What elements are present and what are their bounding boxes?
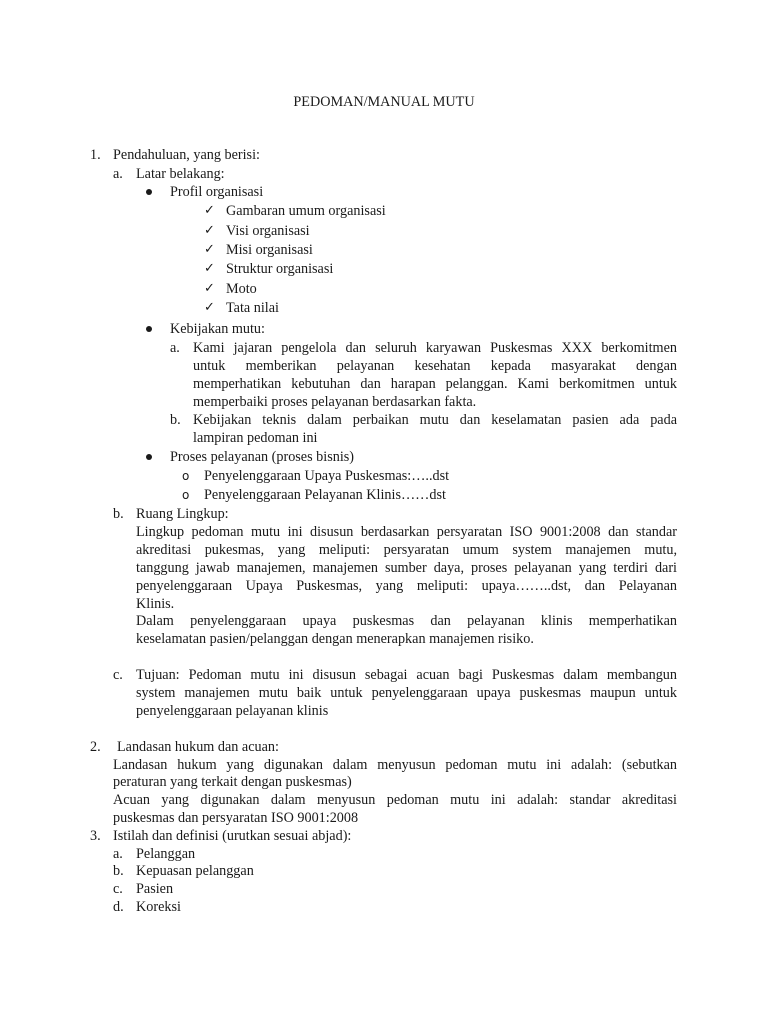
istilah-item: Pelanggan <box>136 846 196 862</box>
section-3-number: 3. <box>90 828 101 844</box>
ruang-lingkup-line: penyelenggaraan Upaya Puskesmas, yang meliputi: upaya……..dst, dan Pelayanan <box>136 578 677 594</box>
ruang-lingkup-line: keselamatan pasien/pelanggan dengan menerapkan manajemen risiko. <box>136 631 534 647</box>
landasan-line: Acuan yang digunakan dalam menyusun pedoman mutu ini adalah: standar akreditasi <box>113 792 677 808</box>
checkmark-icon: ✓ <box>204 300 215 315</box>
proses-pelayanan-heading: Proses pelayanan (proses bisnis) <box>170 449 355 465</box>
profil-item: Struktur organisasi <box>226 261 334 277</box>
section-1a-heading: Latar belakang: <box>136 166 225 182</box>
circle-bullet-icon: o <box>182 469 190 483</box>
kebijakan-mutu-heading: Kebijakan mutu: <box>170 321 265 337</box>
kebijakan-a-marker: a. <box>170 340 180 356</box>
landasan-line: peraturan yang terkait dengan puskesmas) <box>113 774 352 790</box>
ruang-lingkup-line: tanggung jawab manajemen, manajemen sumber daya, proses pelayanan yang terdiri dari <box>136 560 677 576</box>
profil-item: Moto <box>226 281 257 297</box>
landasan-line: Landasan hukum yang digunakan dalam menyusun pedoman mutu ini adalah: (sebutkan <box>113 757 677 773</box>
section-2-heading: Landasan hukum dan acuan: <box>117 739 279 755</box>
kebijakan-a-line: memperbaiki proses pelayanan berdasarkan fakta. <box>193 394 477 410</box>
ruang-lingkup-line: Dalam penyelenggaraan upaya puskesmas dan pelayanan klinis memperhatikan <box>136 613 677 629</box>
checkmark-icon: ✓ <box>204 203 215 218</box>
kebijakan-a-line: memperhatikan kebutuhan dan harapan pelanggan. Kami berkomitmen untuk <box>193 376 677 392</box>
checkmark-icon: ✓ <box>204 242 215 257</box>
kebijakan-a-line: Kami jajaran pengelola dan seluruh karyawan Puskesmas XXX berkomitmen <box>193 340 677 356</box>
istilah-marker: c. <box>113 881 123 897</box>
profil-item: Gambaran umum organisasi <box>226 203 386 219</box>
istilah-marker: d. <box>113 899 124 915</box>
ruang-lingkup-line: akreditasi pukesmas, yang meliputi: persyaratan umum system manajemen mutu, <box>136 542 677 558</box>
profil-item: Visi organisasi <box>226 223 310 239</box>
section-1-heading: Pendahuluan, yang berisi: <box>113 147 260 163</box>
ruang-lingkup-line: Klinis. <box>136 596 175 612</box>
landasan-line: puskesmas dan persyaratan ISO 9001:2008 <box>113 810 359 826</box>
kebijakan-b-line: Kebijakan teknis dalam perbaikan mutu dan keselamatan pasien ada pada <box>193 412 677 428</box>
section-2-number: 2. <box>90 739 101 755</box>
kebijakan-b-marker: b. <box>170 412 181 428</box>
proses-item: Penyelenggaraan Upaya Puskesmas:…..dst <box>204 468 450 484</box>
page-title: PEDOMAN/MANUAL MUTU <box>293 94 475 110</box>
checkmark-icon: ✓ <box>204 223 215 238</box>
istilah-item: Pasien <box>136 881 174 897</box>
bullet-icon <box>146 189 152 195</box>
tujuan-line: penyelenggaraan pelayanan klinis <box>136 703 329 719</box>
circle-bullet-icon: o <box>182 488 190 502</box>
bullet-icon <box>146 454 152 460</box>
section-1b-heading: Ruang Lingkup: <box>136 506 229 522</box>
section-1-number: 1. <box>90 147 101 163</box>
tujuan-line: system manajemen mutu baik untuk penyelenggaraan upaya puskesmas maupun untuk <box>136 685 677 701</box>
istilah-marker: a. <box>113 846 123 862</box>
istilah-marker: b. <box>113 863 124 879</box>
section-1a-marker: a. <box>113 166 123 182</box>
bullet-icon <box>146 326 152 332</box>
section-1c-marker: c. <box>113 667 123 683</box>
proses-item: Penyelenggaraan Pelayanan Klinis……dst <box>204 487 446 503</box>
ruang-lingkup-line: Lingkup pedoman mutu ini disusun berdasarkan persyaratan ISO 9001:2008 dan standar <box>136 524 677 540</box>
checkmark-icon: ✓ <box>204 261 215 276</box>
istilah-item: Koreksi <box>136 899 181 915</box>
section-3-heading: Istilah dan definisi (urutkan sesuai abjad): <box>113 828 352 844</box>
kebijakan-a-line: untuk memberikan pelayanan kesehatan kepada masyarakat dengan <box>193 358 677 374</box>
tujuan-line: Tujuan: Pedoman mutu ini disusun sebagai acuan bagi Puskesmas dalam membangun <box>136 667 677 683</box>
profil-item: Tata nilai <box>226 300 279 316</box>
profil-item: Misi organisasi <box>226 242 313 258</box>
kebijakan-b-line: lampiran pedoman ini <box>193 430 318 446</box>
istilah-item: Kepuasan pelanggan <box>136 863 254 879</box>
section-1b-marker: b. <box>113 506 124 522</box>
profil-organisasi-heading: Profil organisasi <box>170 184 264 200</box>
checkmark-icon: ✓ <box>204 281 215 296</box>
